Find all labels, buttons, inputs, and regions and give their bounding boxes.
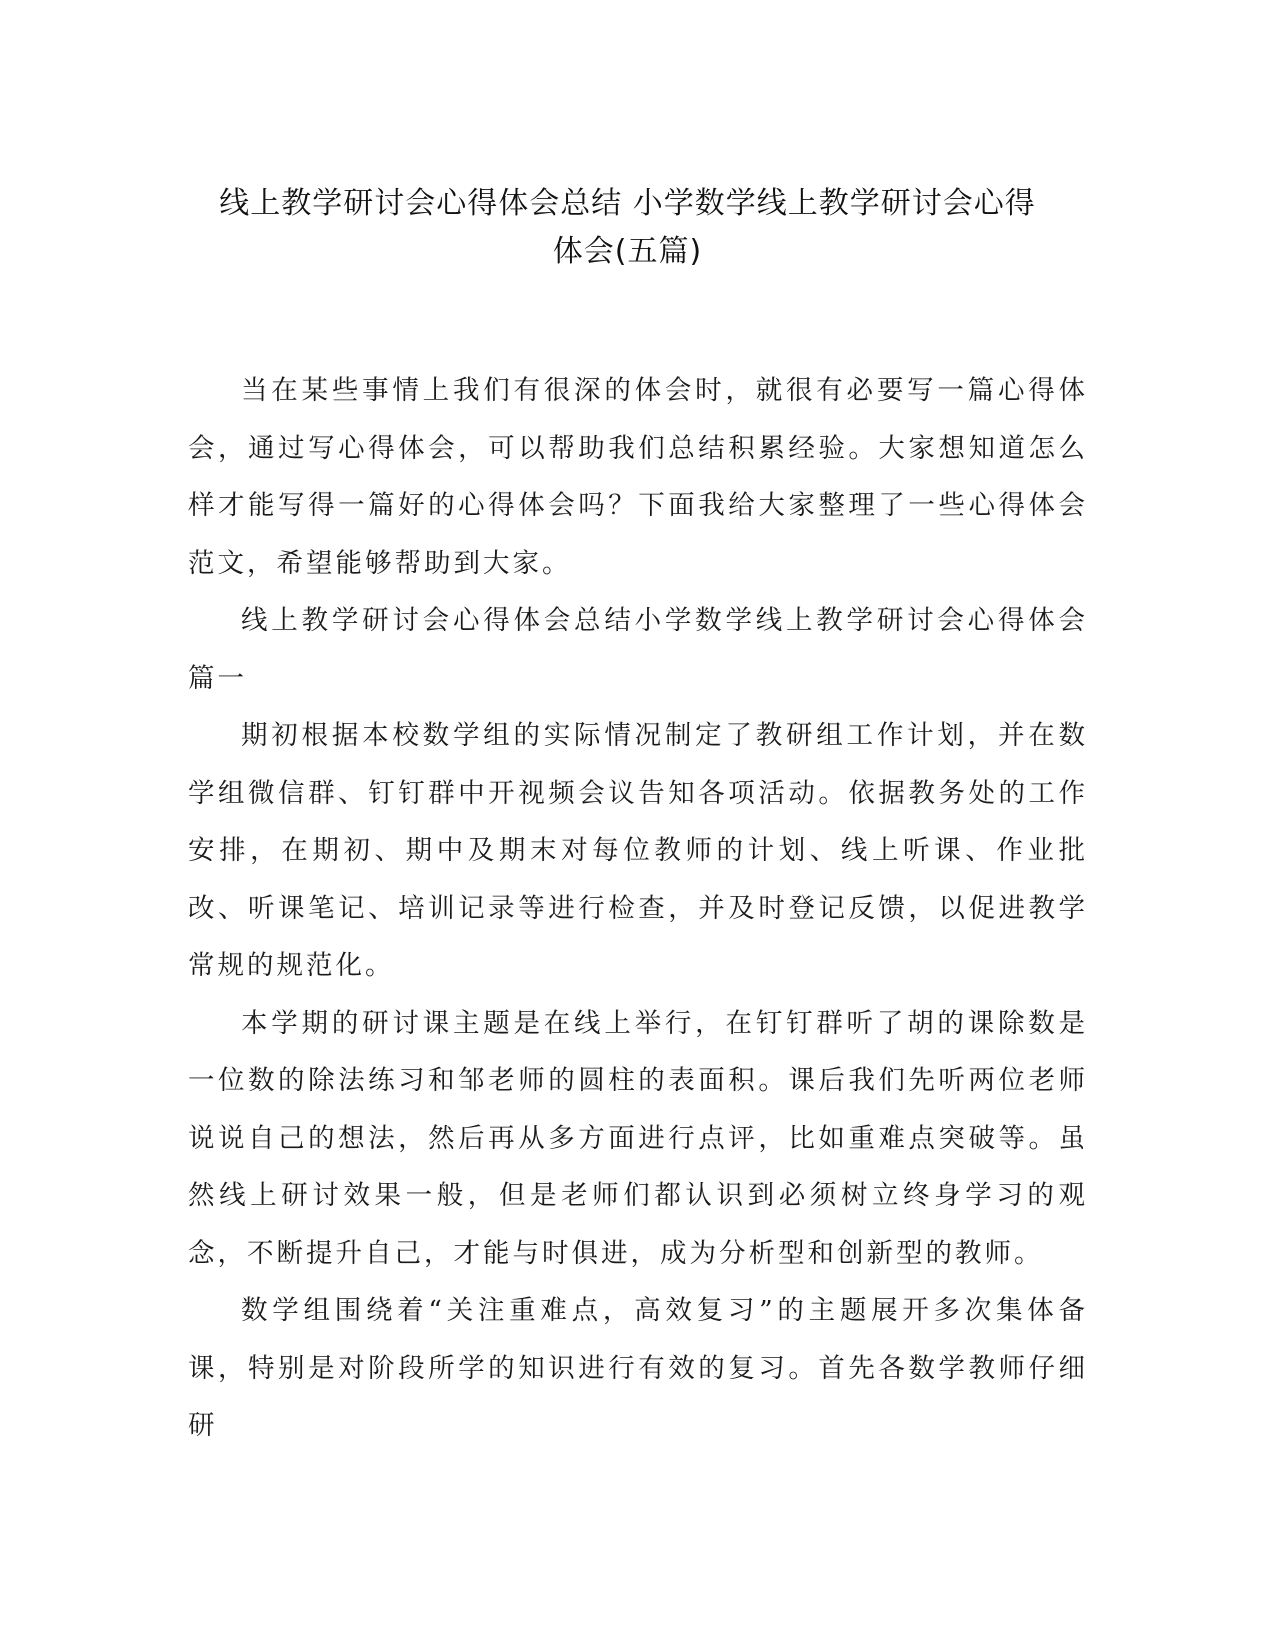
intro-paragraph: 当在某些事情上我们有很深的体会时，就很有必要写一篇心得体会，通过写心得体会，可以帮助我们总结积累经验。大家想知道怎么样才能写得一篇好的心得体会吗？下面我给大家整理了一些心得体会范文，希望能够帮助到大家。 — [188, 375, 1088, 579]
document-title — [160, 180, 1095, 276]
body-paragraph-planning: 期初根据本校数学组的实际情况制定了教研组工作计划，并在数学组微信群、钉钉群中开视频会议告知各项活动。依据教务处的工作安排，在期初、期中及期末对每位教师的计划、线上听课、作业批改、听课笔记、培训记录等进行检查，并及时登记反馈，以促进教学常规的规范化。 — [188, 720, 1088, 981]
document-title-line-1: 线上教学研讨会心得体会总结 小学数学线上教学研讨会心得 — [219, 186, 1036, 221]
document-title-line-2: 体会(五篇) — [552, 234, 703, 269]
document-body — [188, 362, 1088, 1455]
body-paragraph-review: 数学组围绕着“关注重难点，高效复习”的主题展开多次集体备课，特别是对阶段所学的知识进行有效的复习。首先各数学教师仔细研 — [188, 1295, 1088, 1441]
section-heading-paragraph: 线上教学研讨会心得体会总结小学数学线上教学研讨会心得体会篇一 — [188, 605, 1088, 694]
body-paragraph-seminar: 本学期的研讨课主题是在线上举行，在钉钉群听了胡的课除数是一位数的除法练习和邹老师的圆柱的表面积。课后我们先听两位老师说说自己的想法，然后再从多方面进行点评，比如重难点突破等。虽然线上研讨效果一般，但是老师们都认识到必须树立终身学习的观念，不断提升自己，才能与时俱进，成为分析型和创新型的教师。 — [188, 1007, 1088, 1269]
